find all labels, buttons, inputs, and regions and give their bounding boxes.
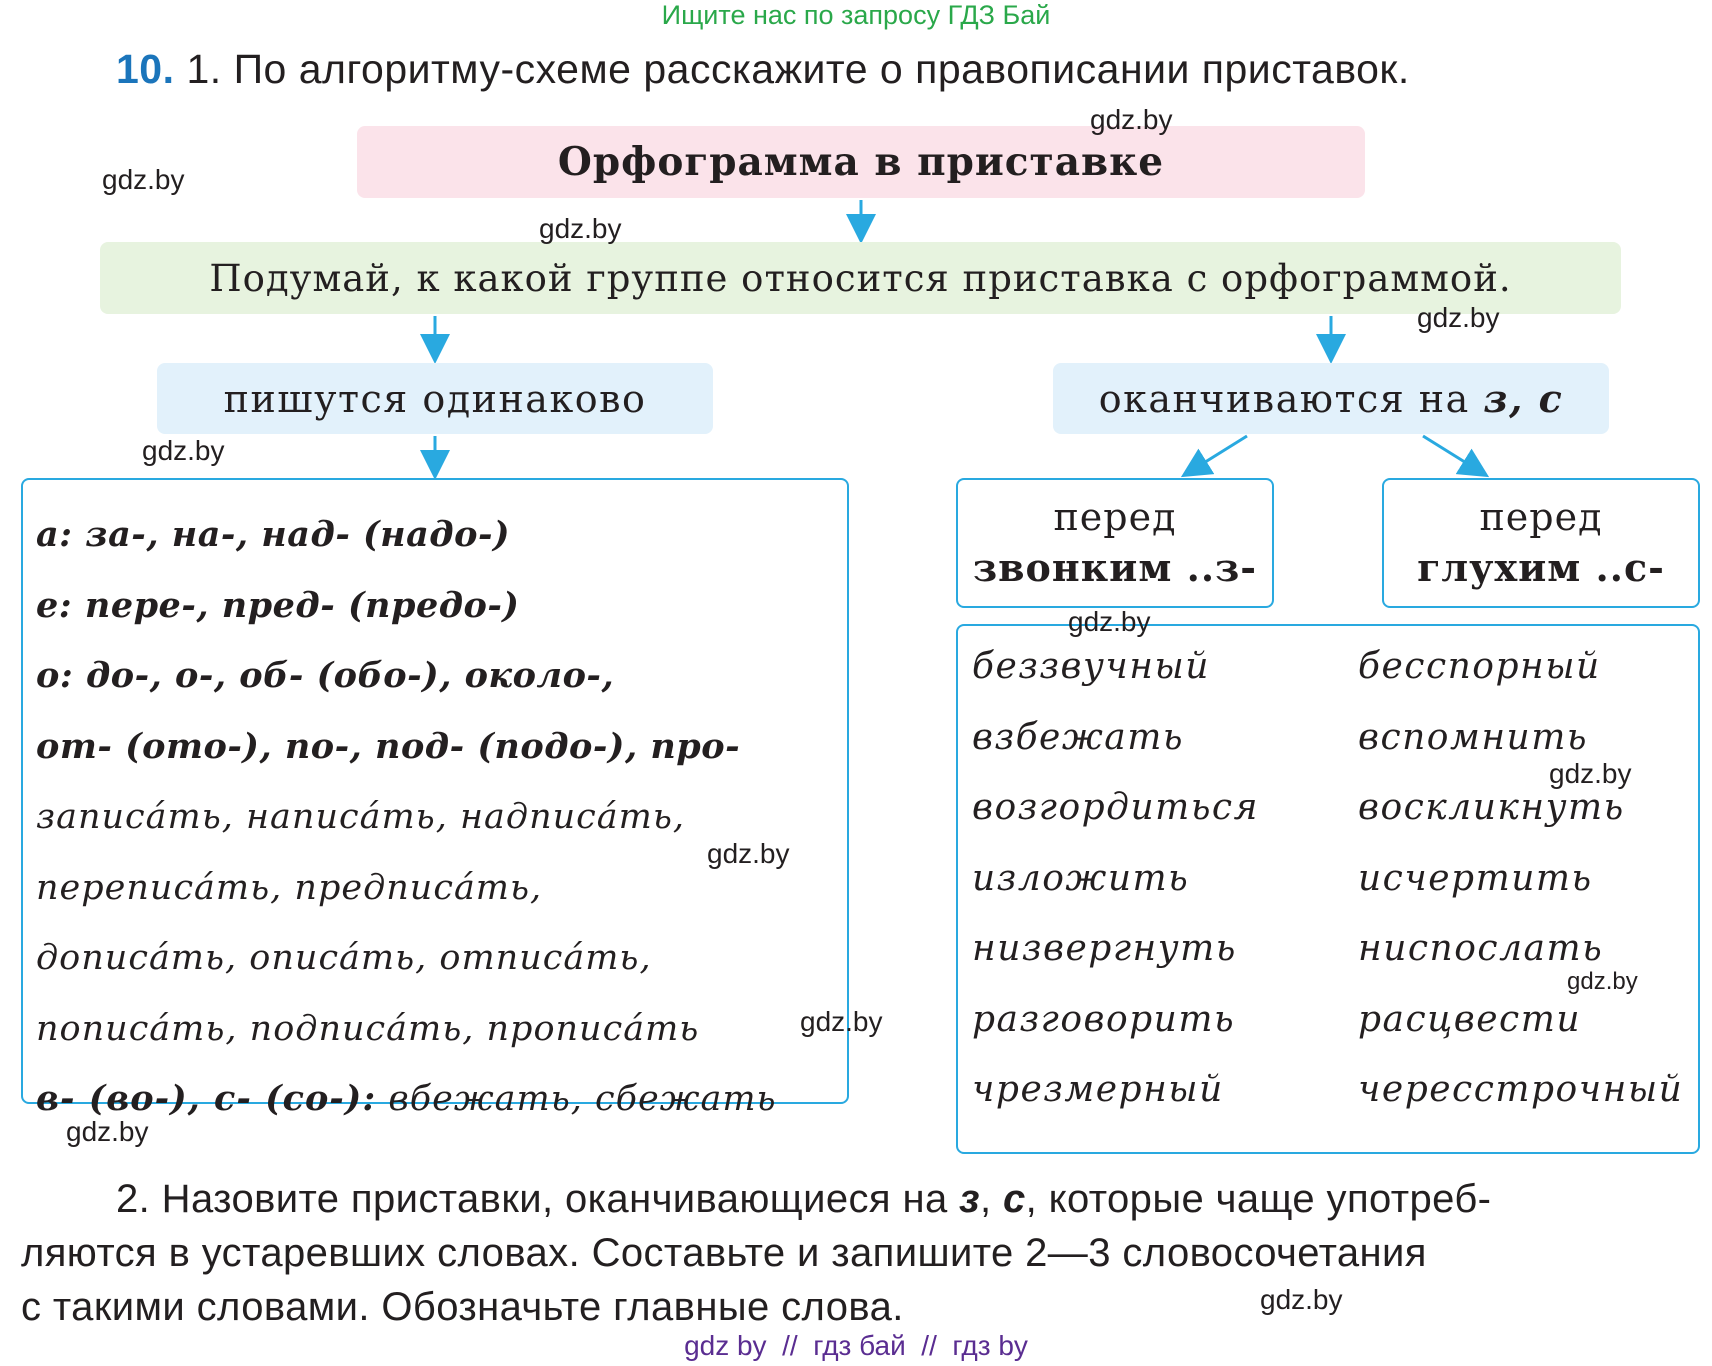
v-s-prefixes: в- (во-), с- (со-): <box>36 1078 377 1119</box>
arrow-right-to-voiceless <box>1423 436 1484 474</box>
example-line: пописа́ть, подписа́ть, прописа́ть <box>36 1008 700 1049</box>
word-item: чрезмерный <box>972 1069 1224 1110</box>
task-2-line-2: ляются в устаревших словах. Составьте и запишите 2—3 словосочетания <box>21 1231 1427 1275</box>
task-2-text <box>21 1172 1701 1334</box>
before-voiced-top: перед <box>1053 495 1177 539</box>
watermark: gdz.by <box>1260 1284 1343 1315</box>
watermark: gdz.by <box>800 1006 883 1037</box>
letter-z: з <box>959 1177 980 1221</box>
example-line: дописа́ть, описа́ть, отписа́ть, <box>36 938 652 978</box>
watermark: gdz.by <box>707 838 790 869</box>
word-item: бесспорный <box>1358 646 1601 687</box>
question-box: Подумай, к какой группе относится приставка с орфограммой. <box>100 242 1621 314</box>
watermark: gdz.by <box>539 213 622 244</box>
same-spelling-box: пишутся одинаково <box>157 363 713 434</box>
same-spelling-rules-frame <box>21 478 849 1119</box>
word-item: разговорить <box>972 998 1236 1040</box>
watermark: gdz.by <box>142 435 225 466</box>
example-line: переписа́ть, предписа́ть, <box>36 867 543 908</box>
before-voiceless-top: перед <box>1479 495 1603 539</box>
word-item: вспомнить <box>1358 716 1588 758</box>
arrow-right-to-voiced <box>1186 436 1247 474</box>
task-2-part-1: 2. Назовите приставки, оканчивающиеся на <box>116 1177 960 1221</box>
before-voiced-bottom: звонким ..з- <box>972 545 1258 590</box>
word-item: чересстрочный <box>1358 1069 1684 1110</box>
letter-s: с <box>1002 1177 1026 1221</box>
before-voiceless-box <box>1382 478 1700 608</box>
task-2-line-1 <box>21 1172 1701 1226</box>
task-line-1: 1. По алгоритму-схеме расскажите о правописании приставок. <box>186 46 1410 92</box>
word-item: воскликнуть <box>1358 787 1625 828</box>
end-in-letters: з, с <box>1483 376 1564 421</box>
v-s-examples: вбежать, сбежать <box>376 1079 777 1119</box>
watermark: gdz.by <box>1549 758 1632 789</box>
voiced-words-list <box>972 632 1259 1126</box>
example-line: записа́ть, написа́ть, надписа́ть, <box>36 797 685 837</box>
header-note: Ищите нас по запросу ГДЗ Бай <box>661 0 1051 30</box>
word-item: расцвести <box>1358 998 1582 1040</box>
footer-note: gdz by // гдз бай // гдз by <box>684 1330 1028 1361</box>
watermark: gdz.by <box>1567 968 1638 995</box>
word-item: взбежать <box>972 716 1184 758</box>
task-2-line-3: с такими словами. Обозначьте главные слова. <box>21 1285 904 1329</box>
watermark: gdz.by <box>1090 104 1173 135</box>
before-voiceless-bottom: глухим ..с- <box>1417 545 1665 590</box>
word-item: исчертить <box>1358 857 1593 899</box>
rule-line: е: пере-, пред- (предо-) <box>36 584 520 626</box>
v-s-rule-line <box>36 1064 847 1135</box>
watermark: gdz.by <box>102 164 185 195</box>
end-in-label: оканчиваются на <box>1098 376 1484 421</box>
watermark: gdz.by <box>66 1116 149 1147</box>
spelling-in-prefix-box: Орфограмма в приставке <box>357 126 1365 198</box>
voiceless-words-list <box>1358 632 1683 1126</box>
end-in-z-s-box <box>1053 363 1609 434</box>
watermark: gdz.by <box>1417 302 1500 333</box>
word-item: низвергнуть <box>972 928 1237 969</box>
task-number: 10. <box>116 46 175 92</box>
word-item: беззвучный <box>972 646 1210 687</box>
before-voiced-box <box>956 478 1274 608</box>
task-2-part-2: , которые чаще употреб- <box>1025 1177 1492 1221</box>
word-item: ниспослать <box>1358 928 1604 969</box>
comma: , <box>979 1177 1003 1221</box>
rule-line: о: до-, о-, об- (обо-), около-, <box>36 655 615 696</box>
rule-line: от- (ото-), по-, под- (подо-), про- <box>36 725 741 767</box>
watermark: gdz.by <box>1068 606 1151 637</box>
word-item: изложить <box>972 857 1190 899</box>
word-item: возгордиться <box>972 787 1259 828</box>
rule-line: а: за-, на-, над- (надо-) <box>36 514 511 555</box>
